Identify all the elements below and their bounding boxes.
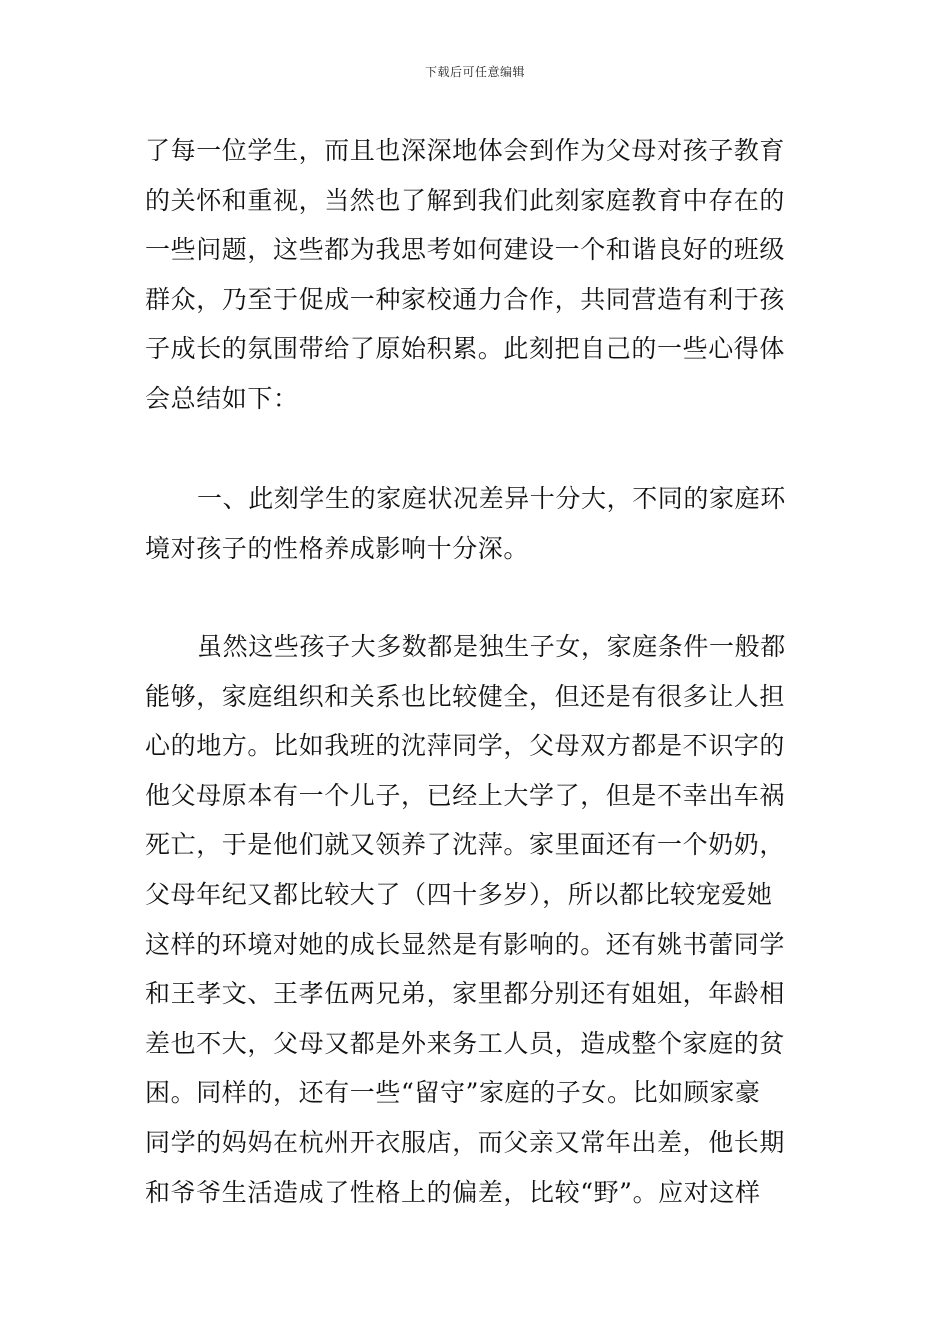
text-line: 群众，乃至于促成一种家校通力合作，共同营造有利于孩	[145, 284, 786, 314]
text-line: 一些问题，这些都为我思考如何建设一个和谐良好的班级	[145, 235, 786, 265]
text-line: 能够，家庭组织和关系也比较健全，但还是有很多让人担	[145, 681, 786, 711]
text-line: 父母年纪又都比较大了（四十多岁），所以都比较宠爱她	[145, 879, 773, 909]
text-line: 同学的妈妈在杭州开衣服店，而父亲又常年出差，他长期	[145, 1127, 786, 1157]
page-header: 下载后可任意编辑	[424, 65, 525, 79]
text-line: 差也不大，父母又都是外来务工人员，造成整个家庭的贫	[145, 1028, 786, 1058]
paragraph-body	[145, 622, 805, 1217]
text-line: 了每一位学生，而且也深深地体会到作为父母对孩子教育	[145, 136, 786, 165]
text-line: 和王孝文、王孝伍两兄弟，家里都分别还有姐姐，年龄相	[145, 979, 786, 1009]
text-line: 境对孩子的性格养成影响十分深。	[145, 533, 530, 563]
text-line: 会总结如下：	[145, 383, 299, 413]
text-line: 他父母原本有一个儿子，已经上大学了，但是不幸出车祸	[145, 780, 786, 810]
paragraph-intro	[145, 126, 805, 424]
section-heading-paragraph	[145, 474, 805, 573]
text-line: 死亡，于是他们就又领养了沈萍。家里面还有一个奶奶，	[145, 830, 786, 860]
text-line: 虽然这些孩子大多数都是独生子女，家庭条件一般都	[197, 632, 786, 661]
text-line: 一、此刻学生的家庭状况差异十分大，不同的家庭环	[197, 484, 786, 513]
text-line: 子成长的氛围带给了原始积累。此刻把自己的一些心得体	[145, 334, 786, 364]
text-line: 困。同样的，还有一些“留守”家庭的子女。比如顾家豪	[145, 1078, 761, 1108]
text-line: 和爷爷生活造成了性格上的偏差，比较“野”。应对这样	[145, 1177, 761, 1207]
text-line: 这样的环境对她的成长显然是有影响的。还有姚书蕾同学	[145, 929, 786, 959]
text-line: 的关怀和重视，当然也了解到我们此刻家庭教育中存在的	[145, 185, 786, 215]
text-line: 心的地方。比如我班的沈萍同学，父母双方都是不识字的	[145, 731, 786, 761]
